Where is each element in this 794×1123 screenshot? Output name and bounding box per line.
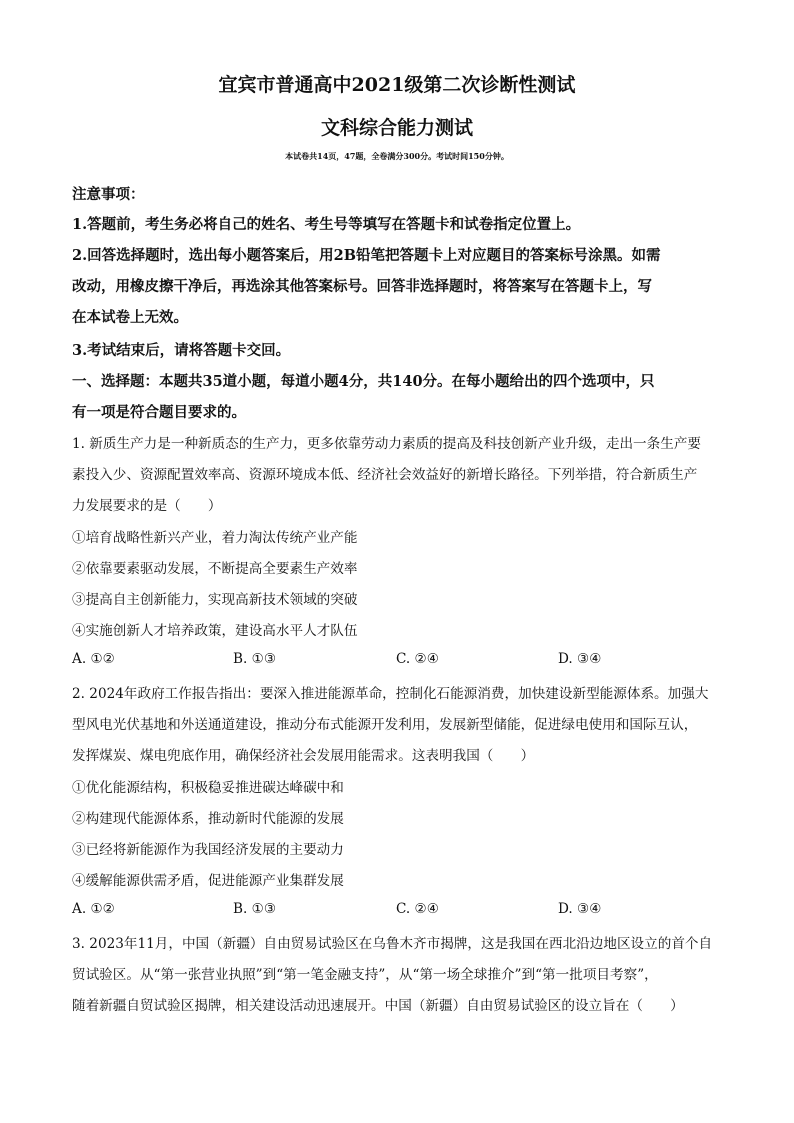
exam-info: 本试卷共14页，47题，全卷满分300分。考试时间150分钟。 (285, 151, 509, 161)
question-2-option-c: C. ②④ (396, 901, 439, 917)
question-2-item: ②构建现代能源体系，推动新时代能源的发展 (72, 811, 344, 827)
question-2-text: 2. 2024年政府工作报告指出：要深入推进能源革命，控制化石能源消费，加快建设新型能源体系。加强大 (72, 686, 709, 702)
notice-line: 1.答题前，考生务必将自己的姓名、考生号等填写在答题卡和试卷指定位置上。 (72, 216, 581, 233)
question-3-text: 随着新疆自贸试验区揭牌，相关建设活动迅速展开。中国（新疆）自由贸易试验区的设立旨在（ ） (72, 998, 684, 1014)
question-2-item: ③已经将新能源作为我国经济发展的主要动力 (72, 842, 344, 858)
question-1-item: ④实施创新人才培养政策，建设高水平人才队伍 (72, 623, 358, 639)
notice-line: 2.回答选择题时，选出每小题答案后，用2B铅笔把答题卡上对应题目的答案标号涂黑。如需 (72, 247, 661, 264)
notice-line: 3.考试结束后，请将答题卡交回。 (72, 342, 291, 359)
section-heading: 一、选择题：本题共35道小题，每道小题4分，共140分。在每小题给出的四个选项中，只 (72, 373, 655, 390)
question-2-option-d: D. ③④ (558, 901, 602, 917)
notice-line: 改动，用橡皮擦干净后，再选涂其他答案标号。回答非选择题时，将答案写在答题卡上，写 (72, 278, 652, 295)
question-2-text: 型风电光伏基地和外送通道建设，推动分布式能源开发利用，发展新型储能，促进绿电使用和国际互认， (72, 717, 698, 733)
question-1-option-c: C. ②④ (396, 651, 439, 667)
question-1-option-a: A. ①② (72, 651, 115, 667)
question-1-item: ②依靠要素驱动发展，不断提高全要素生产效率 (72, 561, 358, 577)
question-2-text: 发挥煤炭、煤电兜底作用，确保经济社会发展用能需求。这表明我国（ ） (72, 748, 535, 764)
question-1-option-b: B. ①③ (233, 651, 277, 667)
question-1-text: 素投入少、资源配置效率高、资源环境成本低、经济社会效益好的新增长路径。下列举措，符合新质生产 (72, 467, 698, 483)
notice-line: 在本试卷上无效。 (72, 309, 188, 326)
question-1-option-d: D. ③④ (558, 651, 602, 667)
exam-title: 宜宾市普通高中2021级第二次诊断性测试 (218, 74, 576, 96)
question-1-text: 1. 新质生产力是一种新质态的生产力，更多依靠劳动力素质的提高及科技创新产业升级，走出一条生产要 (72, 436, 702, 452)
question-2-option-a: A. ①② (72, 901, 115, 917)
question-1-item: ③提高自主创新能力，实现高新技术领域的突破 (72, 592, 358, 608)
question-3-text: 贸试验区。从“第一张营业执照”到“第一笔金融支持”，从“第一场全球推介”到“第一批项目考察”， (72, 967, 658, 983)
section-heading: 有一项是符合题目要求的。 (72, 404, 246, 421)
exam-subtitle: 文科综合能力测试 (320, 117, 473, 139)
question-2-item: ①优化能源结构，积极稳妥推进碳达峰碳中和 (72, 780, 344, 796)
notice-heading: 注意事项： (72, 186, 145, 203)
question-2-option-b: B. ①③ (233, 901, 277, 917)
question-1-item: ①培育战略性新兴产业，着力淘汰传统产业产能 (72, 530, 358, 546)
question-2-item: ④缓解能源供需矛盾，促进能源产业集群发展 (72, 873, 344, 889)
question-3-text: 3. 2023年11月，中国（新疆）自由贸易试验区在乌鲁木齐市揭牌，这是我国在西北沿边地区设立的首个自 (72, 936, 713, 952)
question-1-text: 力发展要求的是（ ） (72, 498, 222, 514)
